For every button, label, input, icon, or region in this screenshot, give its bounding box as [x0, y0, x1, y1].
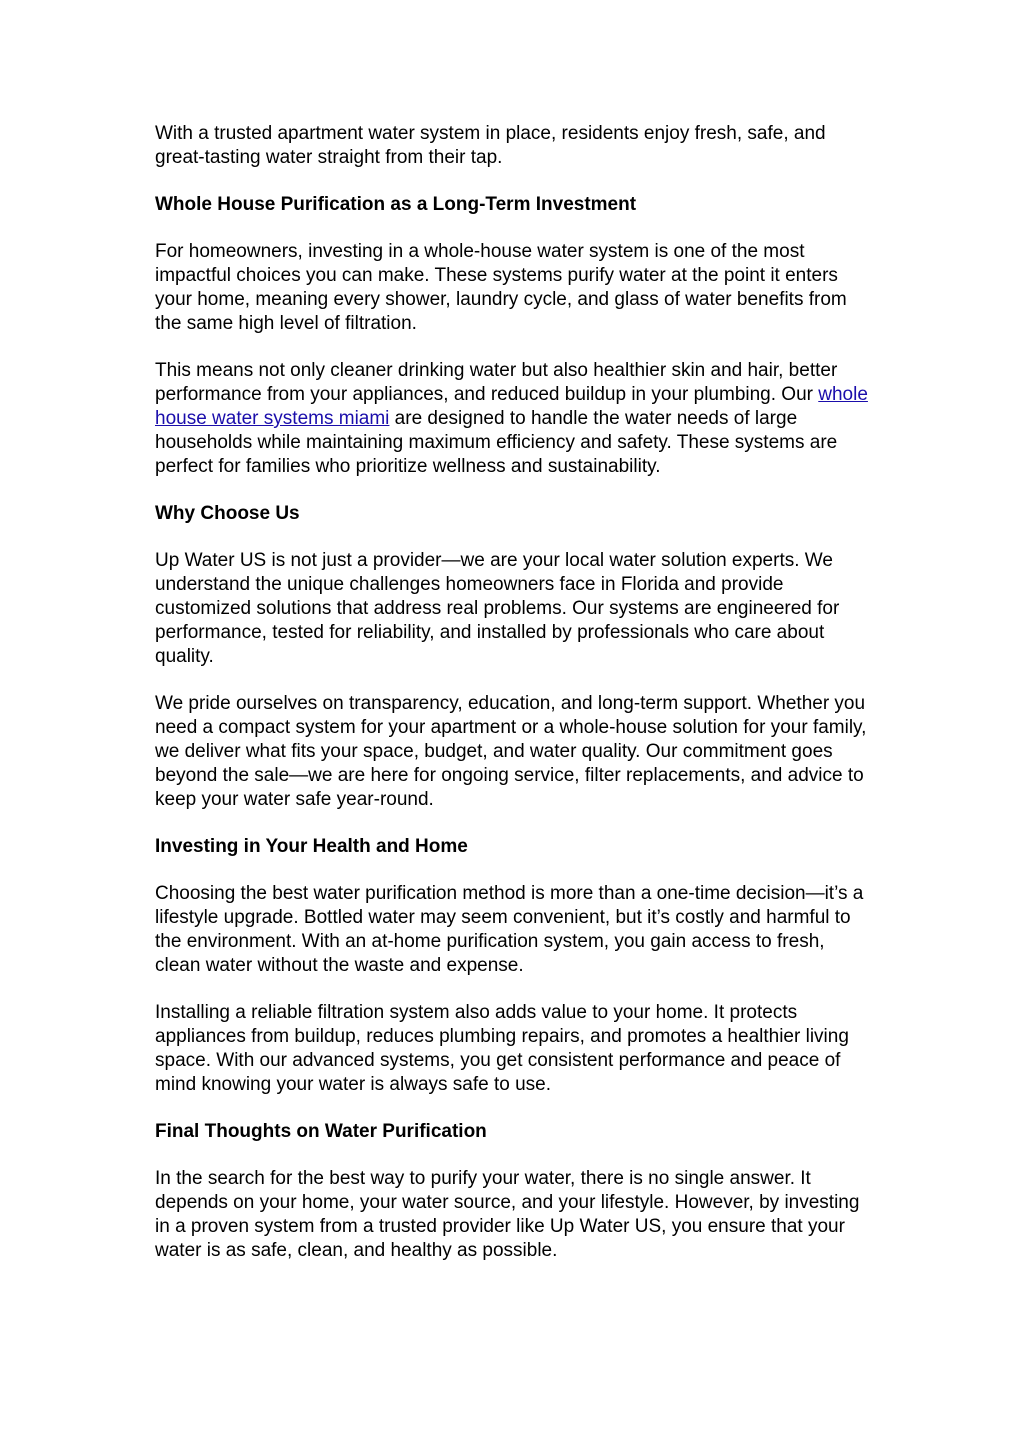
paragraph-text-before-link: This means not only cleaner drinking water but also healthier skin and hair, better performance from your appliances, and reduced buildup in your plumbing. Our	[155, 360, 838, 405]
paragraph-conclusion: In the search for the best way to purify your water, there is no single answer. It depends on your home, your water source, and your lifestyle. However, by investing in a proven system from a trusted provider like Up Water US, you ensure that your water is as safe, clean, and healthy as possible.	[155, 1168, 860, 1261]
paragraph-home-value: Installing a reliable filtration system also adds value to your home. It protects appliances from buildup, reduces plumbing repairs, and promotes a healthier living space. With our advanced systems, you get consistent performance and peace of mind knowing your water is always safe to use.	[155, 1002, 849, 1095]
paragraph-apartment-system: With a trusted apartment water system in place, residents enjoy fresh, safe, and great-tasting water straight from their tap.	[155, 123, 826, 168]
document-page	[155, 122, 875, 1286]
heading-final-thoughts: Final Thoughts on Water Purification	[155, 1121, 487, 1142]
heading-investing-health-home: Investing in Your Health and Home	[155, 836, 468, 857]
paragraph-text-after-link: are designed to handle the water needs of large households while maintaining maximum efficiency and safety. These systems are perfect for families who prioritize wellness and sustainability.	[155, 408, 838, 477]
whole-house-water-systems-miami-link[interactable]: whole house water systems miami	[155, 384, 868, 429]
paragraph-local-experts: Up Water US is not just a provider—we are your local water solution experts. We understand the unique challenges homeowners face in Florida and provide customized solutions that address real problems. Our systems are engineered for performance, tested for reliability, and installed by professionals who care about quality.	[155, 550, 840, 667]
paragraph-cleaner-water-benefits	[155, 359, 875, 479]
heading-why-choose-us: Why Choose Us	[155, 503, 300, 524]
paragraph-homeowners-investment: For homeowners, investing in a whole-house water system is one of the most impactful choices you can make. These systems purify water at the point it enters your home, meaning every shower, laundry cycle, and glass of water benefits from the same high level of filtration.	[155, 241, 847, 334]
paragraph-lifestyle-upgrade: Choosing the best water purification method is more than a one-time decision—it’s a lifestyle upgrade. Bottled water may seem convenient, but it’s costly and harmful to the environment. With an at-home purification system, you gain access to fresh, clean water without the waste and expense.	[155, 883, 864, 976]
paragraph-transparency-support: We pride ourselves on transparency, education, and long-term support. Whether you need a compact system for your apartment or a whole-house solution for your family, we deliver what fits your space, budget, and water quality. Our commitment goes beyond the sale—we are here for ongoing service, filter replacements, and advice to keep your water safe year-round.	[155, 693, 867, 810]
heading-whole-house-purification: Whole House Purification as a Long-Term Investment	[155, 194, 637, 215]
